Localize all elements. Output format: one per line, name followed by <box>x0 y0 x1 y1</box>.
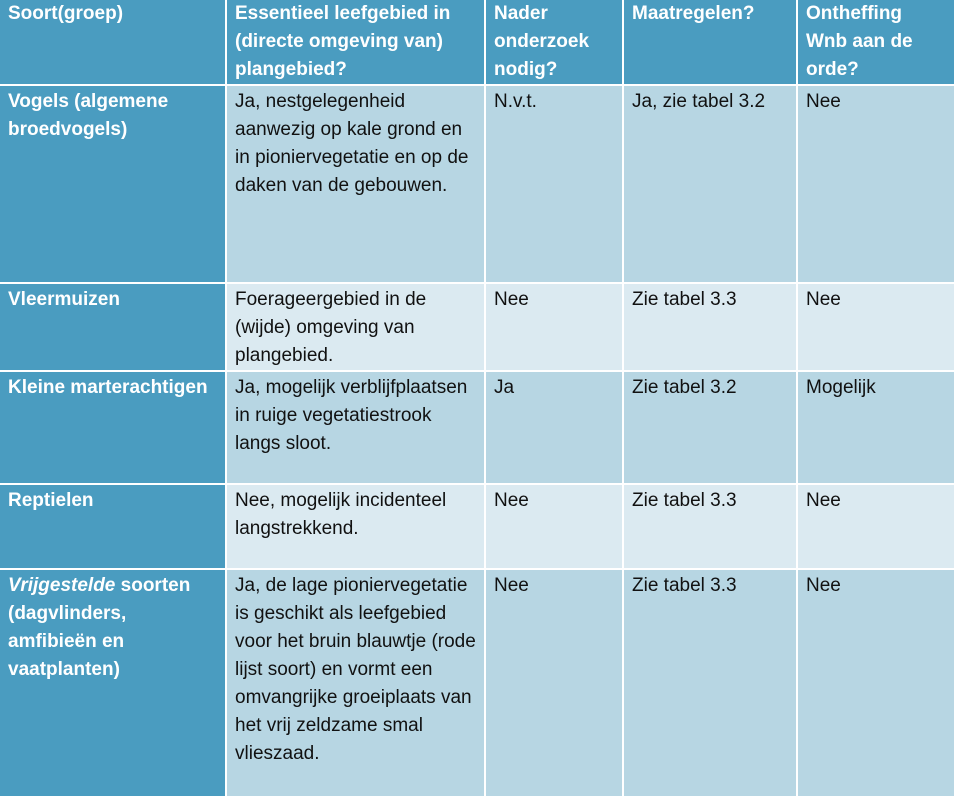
cell-leefgebied: Ja, de lage pioniervegetatie is geschikt als leefgebied voor het bruin blauwtje (rode lijst soort) en vormt een omvangrijke groeiplaats van het vrij zeldzame smal vlieszaad. <box>226 569 485 797</box>
header-row <box>0 0 954 85</box>
table-row <box>0 484 954 569</box>
cell-ontheffing: Nee <box>797 484 954 569</box>
cell-soort: Reptielen <box>0 484 226 569</box>
table-row <box>0 569 954 797</box>
header-onderzoek: Nader onderzoek nodig? <box>485 0 623 85</box>
header-maatregelen: Maatregelen? <box>623 0 797 85</box>
table-row <box>0 283 954 371</box>
soort-italic-label: Vrijgestelde <box>8 575 116 596</box>
cell-ontheffing: Nee <box>797 85 954 283</box>
cell-leefgebied: Nee, mogelijk incidenteel langstrekkend. <box>226 484 485 569</box>
cell-maatregelen: Ja, zie tabel 3.2 <box>623 85 797 283</box>
cell-leefgebied: Foerageergebied in de (wijde) omgeving van plangebied. <box>226 283 485 371</box>
cell-leefgebied: Ja, nestgelegenheid aanwezig op kale grond en in pioniervegetatie en op de daken van de gebouwen. <box>226 85 485 283</box>
cell-ontheffing: Nee <box>797 569 954 797</box>
cell-onderzoek: Nee <box>485 283 623 371</box>
cell-soort <box>0 569 226 797</box>
cell-maatregelen: Zie tabel 3.3 <box>623 569 797 797</box>
cell-onderzoek: Ja <box>485 371 623 484</box>
header-leefgebied: Essentieel leefgebied in (directe omgeving van) plangebied? <box>226 0 485 85</box>
cell-soort: Vleermuizen <box>0 283 226 371</box>
cell-onderzoek: Nee <box>485 569 623 797</box>
cell-soort: Kleine marterachtigen <box>0 371 226 484</box>
cell-maatregelen: Zie tabel 3.2 <box>623 371 797 484</box>
cell-soort: Vogels (algemene broedvogels) <box>0 85 226 283</box>
table-row <box>0 85 954 283</box>
cell-maatregelen: Zie tabel 3.3 <box>623 283 797 371</box>
cell-maatregelen: Zie tabel 3.3 <box>623 484 797 569</box>
soort-rest-label: soorten (dagvlinders, amfibieën en vaatplanten) <box>8 575 191 680</box>
header-ontheffing: Ontheffing Wnb aan de orde? <box>797 0 954 85</box>
table-row <box>0 371 954 484</box>
cell-onderzoek: N.v.t. <box>485 85 623 283</box>
cell-onderzoek: Nee <box>485 484 623 569</box>
cell-leefgebied: Ja, mogelijk verblijfplaatsen in ruige vegetatiestrook langs sloot. <box>226 371 485 484</box>
cell-ontheffing: Nee <box>797 283 954 371</box>
header-soort: Soort(groep) <box>0 0 226 85</box>
cell-ontheffing: Mogelijk <box>797 371 954 484</box>
